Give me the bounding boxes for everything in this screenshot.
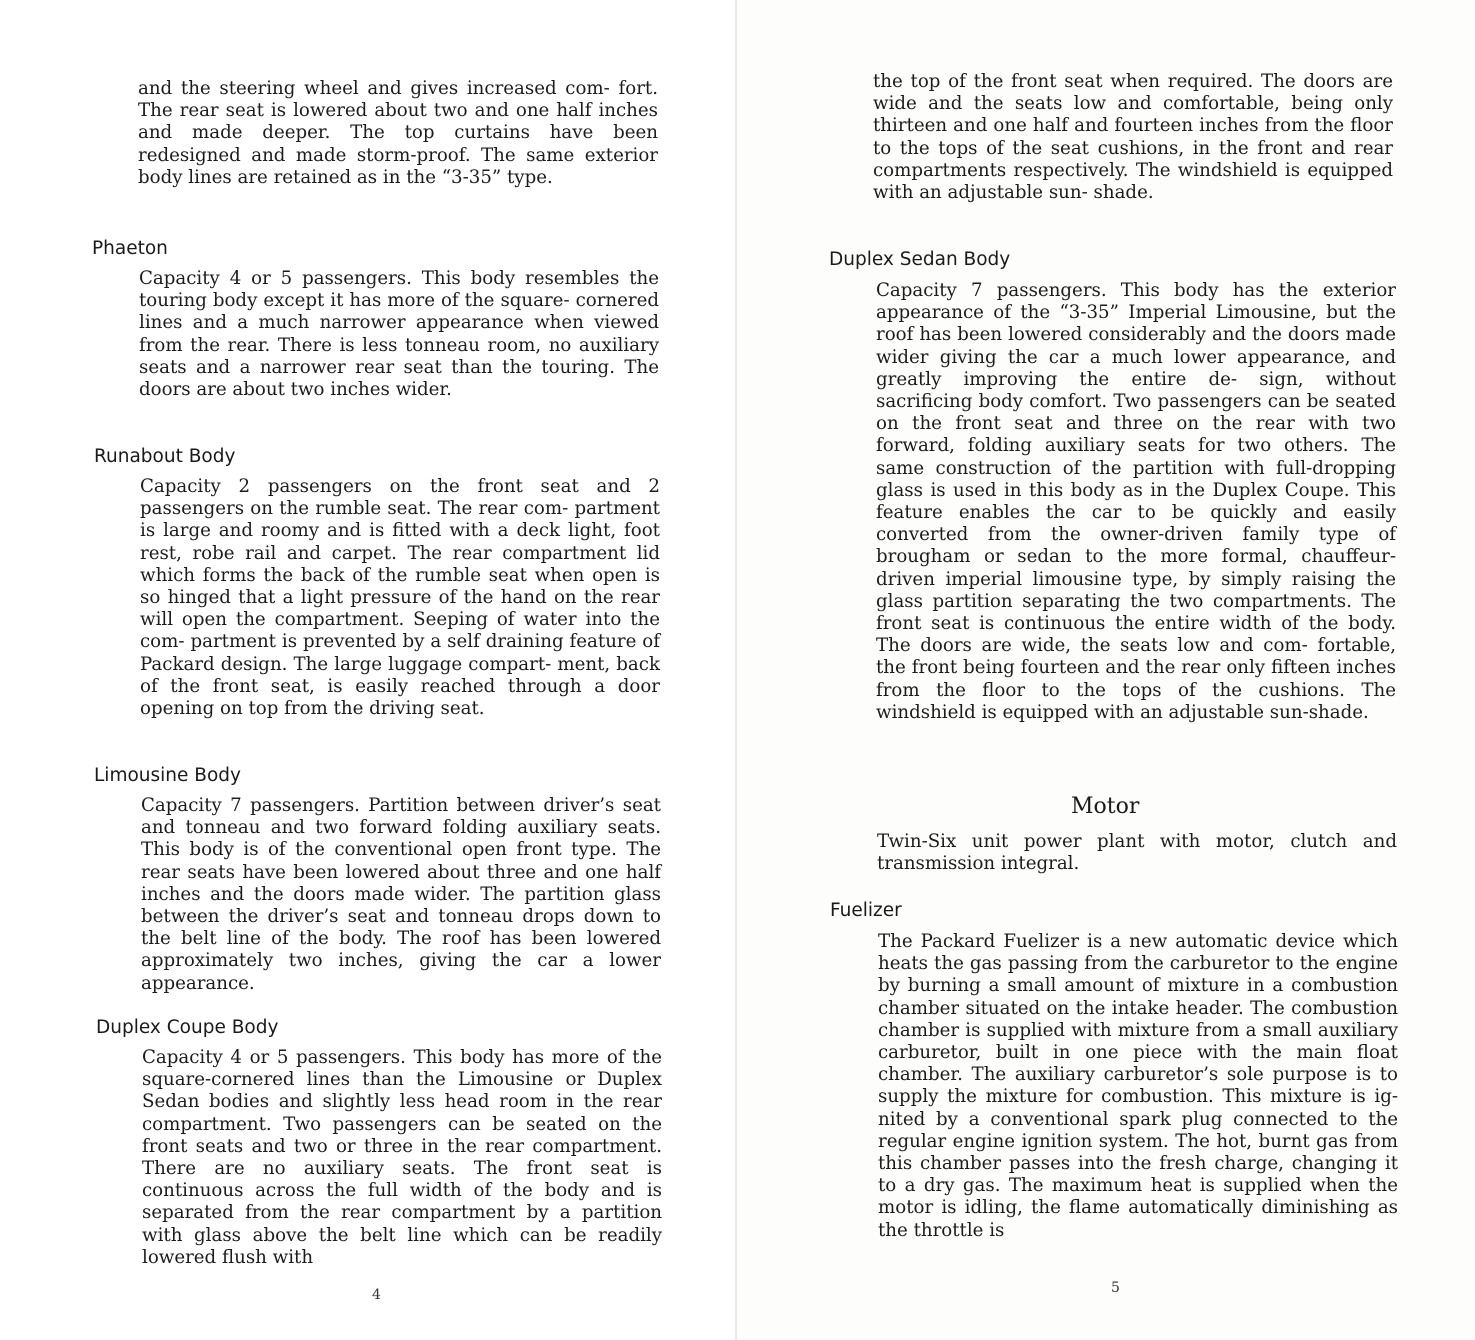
duplex-coupe-heading: Duplex Coupe Body [96, 1017, 279, 1038]
right-intro-paragraph: the top of the front seat when required. The doors are wide and the seats low and comfortable, being only thirteen and one half and fourteen inches from the floor to the tops of the seat cushions, in the front and rear compartments respectively. The windshield is equipped with an adjustable sun- shade. [873, 71, 1393, 204]
runabout-heading: Runabout Body [94, 446, 236, 467]
motor-heading: Motor [1071, 794, 1140, 819]
limousine-heading: Limousine Body [94, 765, 241, 786]
fuelizer-heading: Fuelizer [830, 900, 902, 921]
runabout-paragraph: Capacity 2 passengers on the front seat and 2 passengers on the rumble seat. The rear com- partment is large and roomy and is fitted with a deck light, foot rest, robe rail and carpet. The rear compartment lid which forms the back of the rumble seat when open is so hinged that a light pressure of the hand on the rear will open the compartment. Seeping of water into the com- partment is prevented by a self draining feature of Packard design. The large luggage compart- ment, back of the front seat, is easily reached through a door opening on top from the driving seat. [140, 476, 660, 720]
phaeton-heading: Phaeton [92, 238, 168, 259]
left-intro-paragraph: and the steering wheel and gives increased com- fort. The rear seat is lowered about two and one half inches and made deeper. The top curtains have been redesigned and made storm-proof. The same exterior body lines are retained as in the “3-35” type. [138, 78, 658, 188]
page-number-right: 5 [1111, 1280, 1120, 1296]
phaeton-paragraph: Capacity 4 or 5 passengers. This body resembles the touring body except it has more of the square- cornered lines and a much narrower appearance when viewed from the rear. There is less tonneau room, no auxiliary seats and a narrower rear seat than the touring. The doors are about two inches wider. [139, 268, 659, 401]
left-page [0, 0, 735, 1340]
right-page [737, 0, 1475, 1340]
fuelizer-paragraph: The Packard Fuelizer is a new automatic device which heats the gas passing from the carburetor to the engine by burning a small amount of mixture in a combustion chamber situated on the intake header. The combustion chamber is supplied with mixture from a small auxiliary carburetor, built in one piece with the main float chamber. The auxiliary carburetor’s sole purpose is to supply the mixture for combustion. This mixture is ig- nited by a conventional spark plug connected to the regular engine ignition system. The hot, burnt gas from this chamber passes into the fresh charge, changing it to a dry gas. The maximum heat is supplied when the motor is idling, the flame automatically diminishing as the throttle is [878, 931, 1398, 1241]
duplex-sedan-paragraph: Capacity 7 passengers. This body has the exterior appearance of the “3-35” Imperial Limousine, but the roof has been lowered considerably and the doors made wider giving the car a much lower appearance, and greatly improving the entire de- sign, without sacrificing body comfort. Two passengers can be seated on the front seat and three on the rear with two forward, folding auxiliary seats for two others. The same construction of the partition with full-dropping glass is used in this body as in the Duplex Coupe. This feature enables the car to be quickly and easily converted from the owner-driven family type of brougham or sedan to the more formal, chauffeur-driven imperial limousine type, by simply raising the glass partition separating the two compartments. The front seat is continuous the entire width of the body. The doors are wide, the seats low and com- fortable, the front being fourteen and the rear only fifteen inches from the floor to the tops of the cushions. The windshield is equipped with an adjustable sun-shade. [876, 280, 1396, 723]
motor-paragraph: Twin-Six unit power plant with motor, clutch and transmission integral. [877, 831, 1397, 875]
limousine-paragraph: Capacity 7 passengers. Partition between driver’s seat and tonneau and two forward folding auxiliary seats. This body is of the conventional open front type. The rear seats have been lowered about three and one half inches and the doors made wider. The partition glass between the driver’s seat and tonneau drops down to the belt line of the body. The roof has been lowered approximately two inches, giving the car a lower appearance. [141, 795, 661, 994]
page-number-left: 4 [372, 1287, 381, 1303]
duplex-coupe-paragraph: Capacity 4 or 5 passengers. This body has more of the square-cornered lines than the Limousine or Duplex Sedan bodies and slightly less head room in the rear compartment. Two passengers can be seated on the front seats and two or three in the rear compartment. There are no auxiliary seats. The front seat is continuous across the full width of the body and is separated from the rear compartment by a partition with glass above the belt line which can be readily lowered flush with [142, 1047, 662, 1268]
duplex-sedan-heading: Duplex Sedan Body [829, 249, 1011, 270]
